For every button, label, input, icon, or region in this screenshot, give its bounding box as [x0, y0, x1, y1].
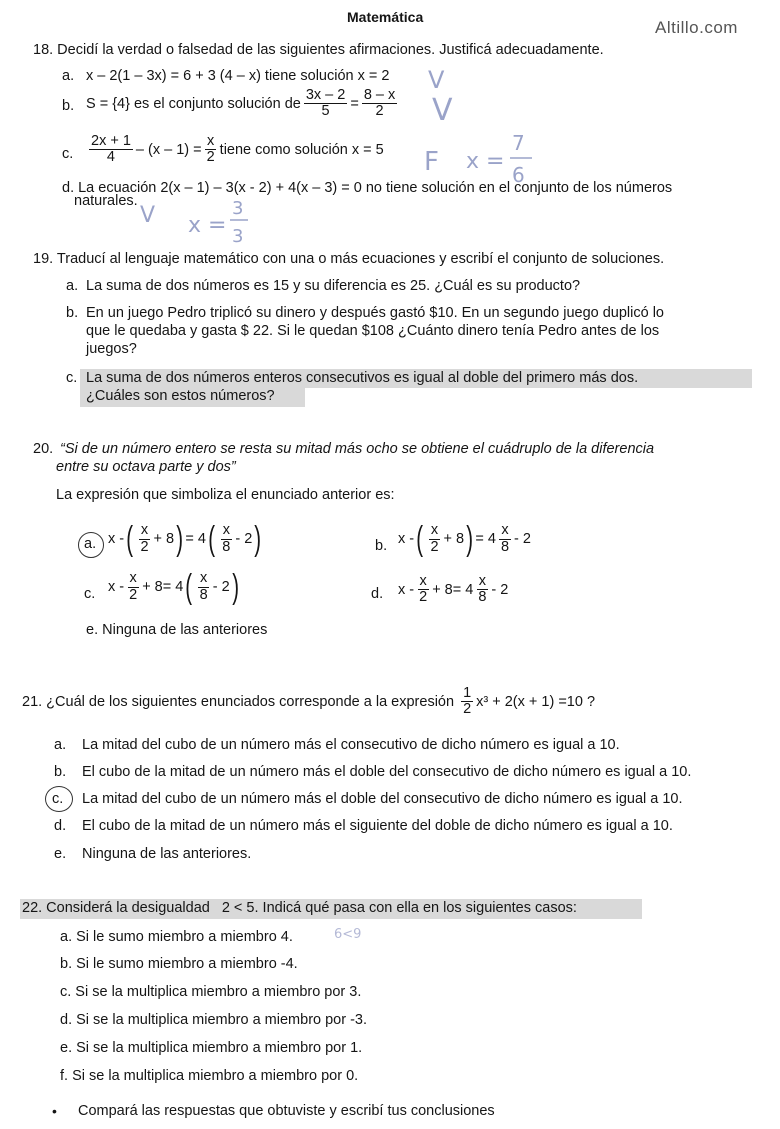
q20-d-label: d. — [371, 586, 384, 602]
hand-f-18c: F — [424, 147, 439, 177]
q20-e-option: e. Ninguna de las anteriores — [86, 622, 268, 638]
q21-d-label: d. — [54, 818, 67, 834]
q20-number: 20. — [33, 441, 54, 457]
q21-d-text: El cubo de la mitad de un número más el siguiente del doble de dicho número es igual a 10. — [82, 818, 673, 834]
q22-e: e. Si se la multiplica miembro a miembro por 1. — [60, 1040, 363, 1056]
page-title: Matemática — [347, 9, 424, 25]
hand-x-18d: x = — [188, 213, 227, 238]
q19-b-line3: juegos? — [86, 341, 137, 357]
q22-stem-a: 22. Considerá la desigualdad — [22, 900, 210, 916]
hand-num-18c: 7 — [512, 131, 525, 155]
hand-den-18c: 6 — [512, 163, 525, 187]
q18-c-frac1: $\frac{2x + 1}{4}$ — [91, 133, 131, 166]
q21-c-text: La mitad del cubo de un número más el doble del consecutivo de dicho número es igual a 10. — [82, 791, 683, 807]
q21-e-label: e. — [54, 846, 67, 862]
watermark: Altillo.com — [655, 18, 738, 37]
q18-c-post: tiene como solución x = 5 — [219, 141, 384, 158]
hand-num-18d: 3 — [232, 198, 244, 219]
q21-frac: $\frac{1}{2}$ — [463, 685, 472, 718]
q19-c-line1: La suma de dos números enteros consecutivos es igual al doble del primero más dos. — [86, 370, 639, 386]
q21-c-label: c. — [52, 791, 64, 807]
q20-stem-line1: “Si de un número entero se resta su mitad más ocho se obtiene el cuádruplo de la diferencia — [60, 441, 655, 457]
q18-stem: 18. Decidí la verdad o falsedad de las siguientes afirmaciones. Justificá adecuadamente. — [33, 42, 604, 58]
hand-check-18b: V — [432, 93, 453, 128]
q18-b-label: b. — [62, 98, 75, 114]
q18-b-frac2: $\frac{8 - x}{2}$ — [363, 87, 396, 120]
q20-b-expression: x - ( $\frac{x}{2}$ + 8 ) = 4 $\frac{x}{8}$ - 2 — [398, 520, 531, 558]
q20-prompt: La expresión que simboliza el enunciado anterior es: — [56, 487, 395, 503]
q19-a-label: a. — [66, 278, 79, 294]
q19-a-text: La suma de dos números es 15 y su diferencia es 25. ¿Cuál es su producto? — [86, 278, 581, 294]
q22-d: d. Si se la multiplica miembro a miembro por -3. — [60, 1012, 368, 1028]
q21-a-label: a. — [54, 737, 67, 753]
q21-a-text: La mitad del cubo de un número más el consecutivo de dicho número es igual a 10. — [82, 737, 620, 753]
q22-b: b. Si le sumo miembro a miembro -4. — [60, 956, 298, 972]
hand-x-18c: x = — [466, 149, 505, 174]
q18-b-pre: S = {4} es el conjunto solución de — [86, 95, 301, 112]
q18-c-label: c. — [62, 146, 74, 162]
q18-d-line2: naturales. — [74, 193, 138, 209]
q19-b-line2: que le quedaba y gasta $ 22. Si le quedan $108 ¿Cuánto dinero tenía Pedro antes de los — [86, 323, 660, 339]
q18-d-line1: d. La ecuación 2(x – 1) – 3(x - 2) + 4(x – 3) = 0 no tiene solución en el conjunto de los números — [62, 180, 673, 196]
q20-a-expression: x - ( $\frac{x}{2}$ + 8 ) = 4 ( $\frac{x}{8}$ - 2 ) — [108, 520, 262, 558]
q19-stem: 19. Traducí al lenguaje matemático con una o más ecuaciones y escribí el conjunto de soluciones. — [33, 251, 665, 267]
q18-c-frac2: $\frac{x}{2}$ — [206, 133, 215, 166]
q21-b-label: b. — [54, 764, 67, 780]
q22-bullet: • — [52, 1103, 57, 1119]
q20-a-label: a. — [84, 536, 97, 552]
q20-c-label: c. — [84, 586, 96, 602]
q20-d-expression: x - $\frac{x}{2}$ + 8 = 4 $\frac{x}{8}$ - 2 — [398, 573, 509, 606]
q22-conclusion: Compará las respuestas que obtuviste y escribí tus conclusiones — [78, 1103, 495, 1119]
q20-c-expression: x - $\frac{x}{2}$ + 8 = 4 ( $\frac{x}{8}$ - 2 ) — [108, 568, 239, 606]
q19-c-label: c. — [66, 370, 78, 386]
q18-a-text: x – 2(1 – 3x) = 6 + 3 (4 – x) tiene solución x = 2 — [86, 68, 390, 84]
q22-inequality: 2 < 5 — [221, 900, 255, 916]
q19-b-line1: En un juego Pedro triplicó su dinero y después gastó $10. En un segundo juego duplicó lo — [86, 305, 664, 321]
q21-stem-text: 21. ¿Cuál de los siguientes enunciados corresponde a la expresión — [22, 693, 455, 710]
q19-c-line2: ¿Cuáles son estos números? — [86, 388, 275, 404]
q18-c-mid: – (x – 1) = — [135, 141, 202, 158]
hand-den-18d: 3 — [232, 226, 244, 247]
q20-b-label: b. — [375, 538, 388, 554]
hand-note-22: 6<9 — [334, 927, 362, 942]
q18-b-eq: = — [350, 95, 359, 112]
q20-stem-line2: entre su octava parte y dos” — [56, 459, 236, 475]
q19-b-label: b. — [66, 305, 79, 321]
q21-expr-rest: x³ + 2(x + 1) =10 ? — [476, 693, 596, 710]
q22-a: a. Si le sumo miembro a miembro 4. — [60, 929, 293, 945]
q22-c: c. Si se la multiplica miembro a miembro por 3. — [60, 984, 362, 1000]
q21-e-text: Ninguna de las anteriores. — [82, 846, 252, 862]
q18-b-frac1: $\frac{3x - 2}{5}$ — [305, 87, 346, 120]
q22-f: f. Si se la multiplica miembro a miembro por 0. — [60, 1068, 359, 1084]
q18-a-label: a. — [62, 68, 75, 84]
q21-b-text: El cubo de la mitad de un número más el doble del consecutivo de dicho número es igual a 10. — [82, 764, 692, 780]
q22-stem-b: . Indicá qué pasa con ella en los siguientes casos: — [254, 900, 577, 916]
hand-check-18a: V — [428, 66, 445, 94]
hand-check-18d: V — [140, 203, 156, 228]
